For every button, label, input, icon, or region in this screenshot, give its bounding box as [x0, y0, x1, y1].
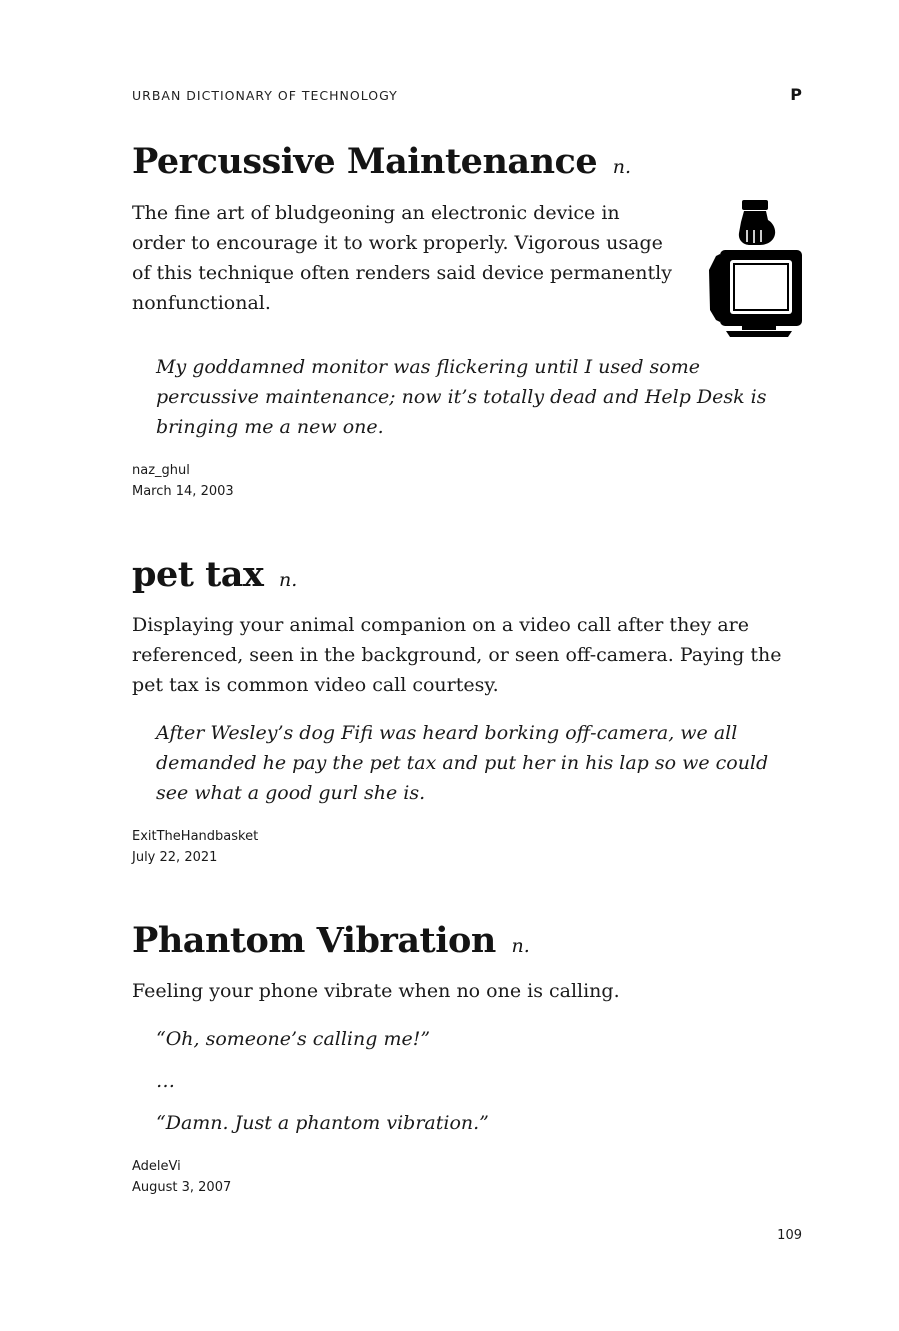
entry-term: Phantom Vibration	[132, 920, 496, 961]
entry-term: pet tax	[132, 554, 264, 595]
entry-author[interactable]: ExitTheHandbasket	[132, 829, 259, 844]
entry-author[interactable]: naz_ghul	[132, 463, 190, 478]
entry-headword	[132, 555, 297, 600]
entry-definition: Displaying your animal companion on a video call after they are referenced, seen in the background, or seen off-camera. Paying the pet tax is common video call courtesy.	[132, 614, 782, 696]
part-of-speech: n.	[279, 569, 298, 591]
entry-term: Percussive Maintenance	[132, 141, 598, 182]
entry-author[interactable]: AdeleVi	[132, 1159, 181, 1174]
entry-definition: Feeling your phone vibrate when no one is calling.	[132, 980, 620, 1002]
usage-example: “Oh, someone’s calling me!”	[156, 1028, 431, 1050]
section-letter: P	[790, 85, 802, 104]
entry-headword	[132, 142, 631, 187]
entry-date: August 3, 2007	[132, 1180, 232, 1195]
part-of-speech: n.	[511, 935, 530, 957]
entry-definition: The fine art of bludgeoning an electronic device in order to encourage it to work properly. Vigorous usage of this technique often renders said device permanently nonfunctional.	[132, 202, 672, 314]
page-number: 109	[777, 1228, 802, 1243]
fist-hitting-monitor-icon	[706, 198, 804, 342]
usage-example: My goddamned monitor was flickering until I used some percussive maintenance; now it’s totally dead and Help Desk is bringing me a new one.	[156, 356, 767, 438]
usage-example: “Damn. Just a phantom vibration.”	[156, 1112, 489, 1134]
part-of-speech: n.	[612, 156, 632, 178]
entry-date: March 14, 2003	[132, 484, 234, 499]
running-title: URBAN DICTIONARY OF TECHNOLOGY	[132, 88, 398, 103]
entry-date: July 22, 2021	[132, 850, 218, 865]
usage-example: After Wesley’s dog Fifi was heard borking off-camera, we all demanded he pay the pet tax and put her in his lap so we could see what a good gurl she is.	[156, 722, 769, 804]
entry-headword	[132, 921, 530, 966]
usage-example-ellipsis: …	[156, 1070, 175, 1092]
